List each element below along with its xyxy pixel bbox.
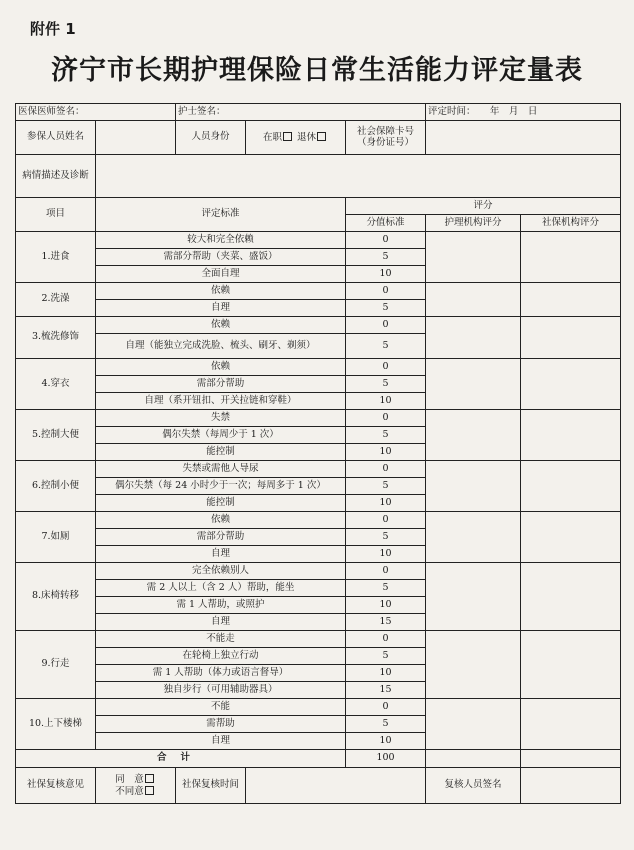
insurance-header: 社保机构评分 xyxy=(521,215,621,232)
item-name: 2.洗澡 xyxy=(16,283,96,317)
score-standard: 10 xyxy=(346,266,426,283)
insurance-score-field[interactable] xyxy=(521,410,621,461)
criteria-text: 需部分帮助 xyxy=(96,376,346,393)
reviewer-sign-label: 复核人员签名 xyxy=(426,768,521,804)
form-title: 济宁市长期护理保险日常生活能力评定量表 xyxy=(51,55,583,86)
agency-score-field[interactable] xyxy=(426,512,521,563)
score-standard: 5 xyxy=(346,376,426,393)
criteria-text: 依赖 xyxy=(96,359,346,376)
identity-options: 在职 退休 xyxy=(246,121,346,155)
agree-checkbox[interactable] xyxy=(145,774,154,783)
criteria-text: 独自步行（可用辅助器具） xyxy=(96,682,346,699)
agency-score-field[interactable] xyxy=(426,317,521,359)
agency-score-field[interactable] xyxy=(426,410,521,461)
card-no-label: 社会保障卡号（身份证号） xyxy=(346,121,426,155)
signature-row xyxy=(16,104,621,121)
diagnosis-label: 病情描述及诊断 xyxy=(16,155,96,198)
criteria-row xyxy=(16,410,621,427)
review-time-label: 社保复核时间 xyxy=(176,768,246,804)
score-standard: 0 xyxy=(346,512,426,529)
score-standard: 0 xyxy=(346,461,426,478)
criteria-text: 需部分帮助 xyxy=(96,529,346,546)
score-standard: 0 xyxy=(346,232,426,249)
diagnosis-field[interactable] xyxy=(96,155,621,198)
criteria-text: 自理 xyxy=(96,614,346,631)
item-name: 9.行走 xyxy=(16,631,96,699)
column-header-row xyxy=(16,198,621,215)
score-standard: 10 xyxy=(346,733,426,750)
criteria-row xyxy=(16,461,621,478)
score-standard: 5 xyxy=(346,427,426,444)
score-standard: 10 xyxy=(346,546,426,563)
item-name: 5.控制大便 xyxy=(16,410,96,461)
criteria-row xyxy=(16,699,621,716)
insurance-score-field[interactable] xyxy=(521,563,621,631)
criteria-text: 依赖 xyxy=(96,283,346,300)
criteria-text: 偶尔失禁（每 24 小时少于一次；每周多于 1 次） xyxy=(96,478,346,495)
identity-label: 人员身份 xyxy=(176,121,246,155)
score-standard: 10 xyxy=(346,495,426,512)
criteria-text: 全面自理 xyxy=(96,266,346,283)
insurance-score-field[interactable] xyxy=(521,317,621,359)
criteria-text: 需 1 人帮助，或照护 xyxy=(96,597,346,614)
criteria-row xyxy=(16,232,621,249)
total-row xyxy=(16,750,621,768)
agree-label: 同 意 xyxy=(115,773,144,785)
score-standard: 15 xyxy=(346,682,426,699)
item-name: 10.上下楼梯 xyxy=(16,699,96,750)
diagnosis-row xyxy=(16,155,621,198)
score-standard: 5 xyxy=(346,249,426,266)
attachment-label: 附件 1 xyxy=(30,20,76,38)
criteria-text: 自理（能独立完成洗脸、梳头、刷牙、剃须） xyxy=(96,334,346,359)
criteria-text: 自理（系开钮扣、开关拉链和穿鞋） xyxy=(96,393,346,410)
review-opinion-label: 社保复核意见 xyxy=(16,768,96,804)
review-row xyxy=(16,768,621,804)
employed-checkbox[interactable] xyxy=(283,132,292,141)
score-standard: 0 xyxy=(346,563,426,580)
criteria-text: 在轮椅上独立行动 xyxy=(96,648,346,665)
total-agency-field[interactable] xyxy=(426,750,521,768)
insurance-score-field[interactable] xyxy=(521,699,621,750)
score-standard: 5 xyxy=(346,580,426,597)
criteria-text: 自理 xyxy=(96,733,346,750)
score-standard: 5 xyxy=(346,716,426,733)
agency-score-field[interactable] xyxy=(426,631,521,699)
item-name: 6.控制小便 xyxy=(16,461,96,512)
score-standard: 5 xyxy=(346,300,426,317)
score-standard: 10 xyxy=(346,665,426,682)
disagree-checkbox[interactable] xyxy=(145,786,154,795)
doctor-sign-field[interactable]: 医保医师签名： xyxy=(16,104,176,121)
agency-score-field[interactable] xyxy=(426,461,521,512)
total-value: 100 xyxy=(346,750,426,768)
score-standard: 0 xyxy=(346,410,426,427)
agency-score-field[interactable] xyxy=(426,563,521,631)
score-standard: 0 xyxy=(346,317,426,334)
criteria-text: 不能走 xyxy=(96,631,346,648)
criteria-text: 需部分帮助（夹菜、盛饭） xyxy=(96,249,346,266)
criteria-text: 自理 xyxy=(96,546,346,563)
reviewer-sign-field[interactable] xyxy=(521,768,621,804)
item-name: 4.穿衣 xyxy=(16,359,96,410)
review-time-field[interactable] xyxy=(246,768,426,804)
score-standard: 10 xyxy=(346,444,426,461)
score-standard: 5 xyxy=(346,478,426,495)
criteria-header: 评定标准 xyxy=(96,198,346,232)
criteria-row xyxy=(16,317,621,334)
assessment-table xyxy=(15,103,621,804)
total-insurance-field[interactable] xyxy=(521,750,621,768)
agency-score-field[interactable] xyxy=(426,232,521,283)
criteria-text: 需 2 人以上（含 2 人）帮助，能坐 xyxy=(96,580,346,597)
item-name: 1.进食 xyxy=(16,232,96,283)
score-standard: 0 xyxy=(346,359,426,376)
criteria-row xyxy=(16,283,621,300)
criteria-text: 不能 xyxy=(96,699,346,716)
insurance-score-field[interactable] xyxy=(521,232,621,283)
agency-score-field[interactable] xyxy=(426,699,521,750)
score-standard: 5 xyxy=(346,334,426,359)
insurance-score-field[interactable] xyxy=(521,512,621,563)
agency-header: 护理机构评分 xyxy=(426,215,521,232)
person-row xyxy=(16,121,621,155)
criteria-text: 依赖 xyxy=(96,512,346,529)
score-standard: 0 xyxy=(346,631,426,648)
item-name: 8.床椅转移 xyxy=(16,563,96,631)
insurance-score-field[interactable] xyxy=(521,283,621,317)
criteria-row xyxy=(16,631,621,648)
criteria-row xyxy=(16,512,621,529)
criteria-text: 较大和完全依赖 xyxy=(96,232,346,249)
insurance-score-field[interactable] xyxy=(521,461,621,512)
criteria-text: 失禁 xyxy=(96,410,346,427)
insured-name-label: 参保人员姓名 xyxy=(16,121,96,155)
total-label: 合计 xyxy=(157,752,205,764)
score-standard: 0 xyxy=(346,283,426,300)
nurse-sign-field[interactable]: 护士签名： xyxy=(176,104,426,121)
criteria-text: 自理 xyxy=(96,300,346,317)
score-standard: 15 xyxy=(346,614,426,631)
insured-name-field[interactable] xyxy=(96,121,176,155)
criteria-text: 能控制 xyxy=(96,444,346,461)
disagree-label: 不同意 xyxy=(115,785,144,797)
eval-time-field[interactable]: 评定时间： 年 月 日 xyxy=(426,104,621,121)
score-standard: 10 xyxy=(346,393,426,410)
criteria-text: 需帮助 xyxy=(96,716,346,733)
criteria-row xyxy=(16,563,621,580)
criteria-text: 能控制 xyxy=(96,495,346,512)
score-standard: 10 xyxy=(346,597,426,614)
standard-header: 分值标准 xyxy=(346,215,426,232)
insurance-score-field[interactable] xyxy=(521,631,621,699)
score-standard: 5 xyxy=(346,529,426,546)
criteria-text: 偶尔失禁（每周少于 1 次） xyxy=(96,427,346,444)
criteria-row xyxy=(16,359,621,376)
retired-checkbox[interactable] xyxy=(317,132,326,141)
criteria-text: 依赖 xyxy=(96,317,346,334)
criteria-text: 完全依赖别人 xyxy=(96,563,346,580)
card-no-field[interactable] xyxy=(426,121,621,155)
insurance-score-field[interactable] xyxy=(521,359,621,410)
score-header: 评分 xyxy=(346,198,621,215)
item-name: 3.梳洗修饰 xyxy=(16,317,96,359)
score-standard: 5 xyxy=(346,648,426,665)
item-header: 项目 xyxy=(16,198,96,232)
criteria-text: 失禁或需他人导尿 xyxy=(96,461,346,478)
agency-score-field[interactable] xyxy=(426,283,521,317)
review-options xyxy=(96,768,176,804)
criteria-text: 需 1 人帮助（体力或语言督导） xyxy=(96,665,346,682)
agency-score-field[interactable] xyxy=(426,359,521,410)
score-standard: 0 xyxy=(346,699,426,716)
item-name: 7.如厕 xyxy=(16,512,96,563)
